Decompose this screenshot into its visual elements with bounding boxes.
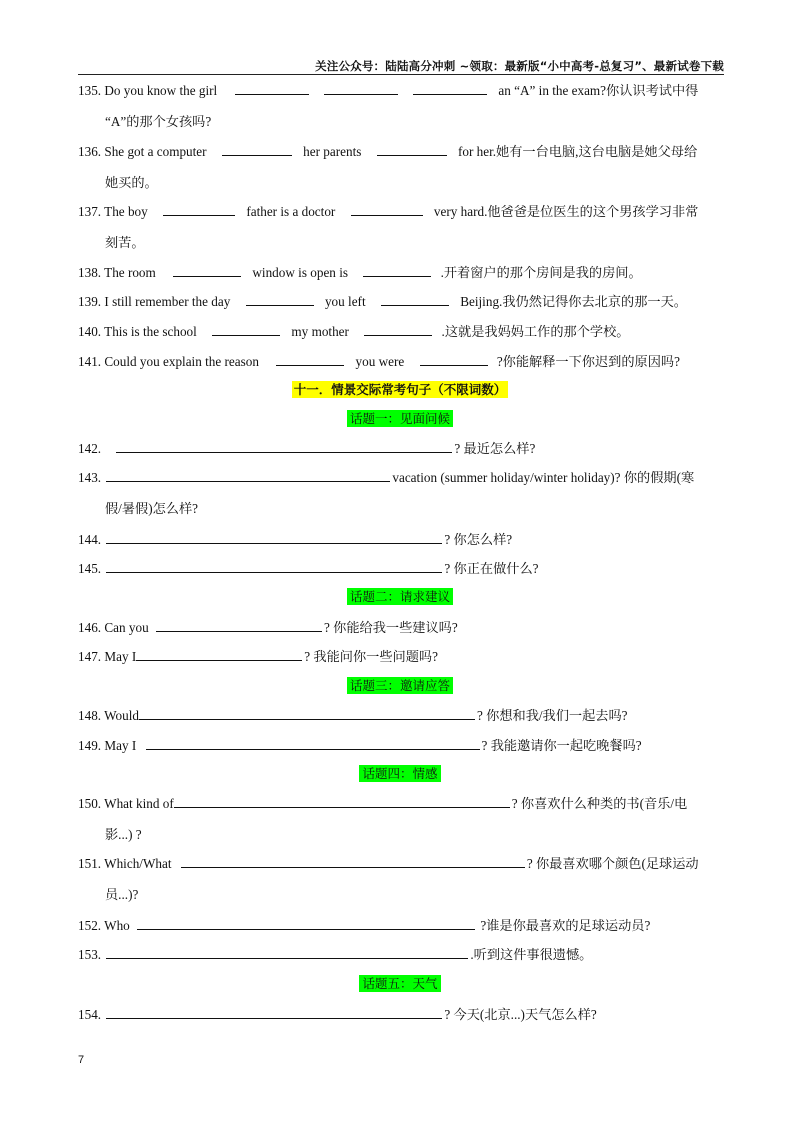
question-150-continued: 影...) ? [105,827,142,842]
question-144: 144. ? 你怎么样? [78,532,513,547]
topic-heading-1: 话题一：见面问候 [0,409,800,427]
question-138: 138. The room window is open is .开着窗户的那个房间是我的房间。 [78,265,642,280]
answer-blank[interactable] [351,204,423,216]
section-title: 十一．情景交际常考句子（不限词数） [293,382,507,397]
question-154: 154. ? 今天(北京...)天气怎么样? [78,1007,597,1022]
answer-blank[interactable] [212,324,280,336]
topic-heading-5: 话题五：天气 [0,974,800,992]
answer-blank[interactable] [106,532,442,544]
topic-heading-3: 话题三：邀请应答 [0,676,800,694]
question-135-continued: “A”的那个女孩吗? [105,114,212,129]
question-number: 145. [78,561,102,576]
answer-blank[interactable] [235,83,309,95]
answer-blank[interactable] [364,324,432,336]
question-152: 152. Who ?谁是你最喜欢的足球运动员? [78,918,651,933]
question-number: 149. [78,738,102,753]
answer-blank[interactable] [163,204,235,216]
answer-blank[interactable] [146,738,480,750]
answer-blank[interactable] [181,856,525,868]
question-147: 147. May I ? 我能问你一些问题吗? [78,649,438,664]
question-148: 148. Would ? 你想和我/我们一起去吗? [78,708,628,723]
question-140: 140. This is the school my mother .这就是我妈妈工作的那个学校。 [78,324,630,339]
answer-blank[interactable] [136,649,302,661]
question-151-continued: 员...)? [105,887,139,902]
answer-blank[interactable] [413,83,487,95]
answer-blank[interactable] [173,265,241,277]
answer-blank[interactable] [276,354,344,366]
question-number: 154. [78,1007,102,1022]
question-number: 141. [78,354,102,369]
question-number: 140. [78,324,102,339]
question-number: 137. [78,204,102,219]
question-135: 135. Do you know the girl an “A” in the exam?你认识考试中得 [78,83,699,98]
question-143: 143. vacation (summer holiday/winter holiday)? 你的假期(寒 [78,470,695,485]
question-number: 147. [78,649,102,664]
answer-blank[interactable] [174,796,510,808]
answer-blank[interactable] [324,83,398,95]
answer-blank[interactable] [222,144,292,156]
question-137: 137. The boy father is a doctor very hard.他爸爸是位医生的这个男孩学习非常 [78,204,699,219]
topic-heading-2: 话题二：请求建议 [0,587,800,605]
page-header: 关注公众号：陆陆高分冲刺 ~领取：最新版“小中高考-总复习”、最新试卷下载 [315,59,724,73]
answer-blank[interactable] [106,1007,442,1019]
header-rule [78,74,724,75]
question-number: 139. [78,294,102,309]
answer-blank[interactable] [106,470,390,482]
question-146: 146. Can you ? 你能给我一些建议吗? [78,620,458,635]
page-number: 7 [78,1054,85,1066]
answer-blank[interactable] [246,294,314,306]
answer-blank[interactable] [381,294,449,306]
question-number: 152. [78,918,102,933]
answer-blank[interactable] [116,441,452,453]
question-number: 138. [78,265,102,280]
question-number: 142. [78,441,102,456]
question-number: 148. [78,708,102,723]
answer-blank[interactable] [106,561,442,573]
answer-blank[interactable] [156,620,322,632]
question-139: 139. I still remember the day you left Beijing.我仍然记得你去北京的那一天。 [78,294,687,309]
question-149: 149. May I ? 我能邀请你一起吃晚餐吗? [78,738,642,753]
topic-heading-4: 话题四：情感 [0,764,800,782]
question-136-continued: 她买的。 [105,175,158,190]
question-142: 142. ? 最近怎么样? [78,441,536,456]
question-137-continued: 刻苦。 [105,235,145,250]
answer-blank[interactable] [377,144,447,156]
question-number: 135. [78,83,102,98]
answer-blank[interactable] [139,708,475,720]
question-number: 153. [78,947,102,962]
question-143-continued: 假/暑假)怎么样? [105,501,199,516]
question-number: 136. [78,144,102,159]
question-number: 144. [78,532,102,547]
question-141: 141. Could you explain the reason you were ?你能解释一下你迟到的原因吗? [78,354,680,369]
question-153: 153. .听到这件事很遗憾。 [78,947,593,962]
question-151: 151. Which/What ? 你最喜欢哪个颜色(足球运动 [78,856,699,871]
question-number: 151. [78,856,102,871]
question-number: 146. [78,620,102,635]
question-number: 150. [78,796,102,811]
question-136: 136. She got a computer her parents for her.她有一台电脑,这台电脑是她父母给 [78,144,698,159]
question-150: 150. What kind of ? 你喜欢什么种类的书(音乐/电 [78,796,688,811]
answer-blank[interactable] [363,265,431,277]
answer-blank[interactable] [106,947,468,959]
answer-blank[interactable] [420,354,488,366]
answer-blank[interactable] [137,918,475,930]
question-145: 145. ? 你正在做什么? [78,561,539,576]
question-number: 143. [78,470,102,485]
